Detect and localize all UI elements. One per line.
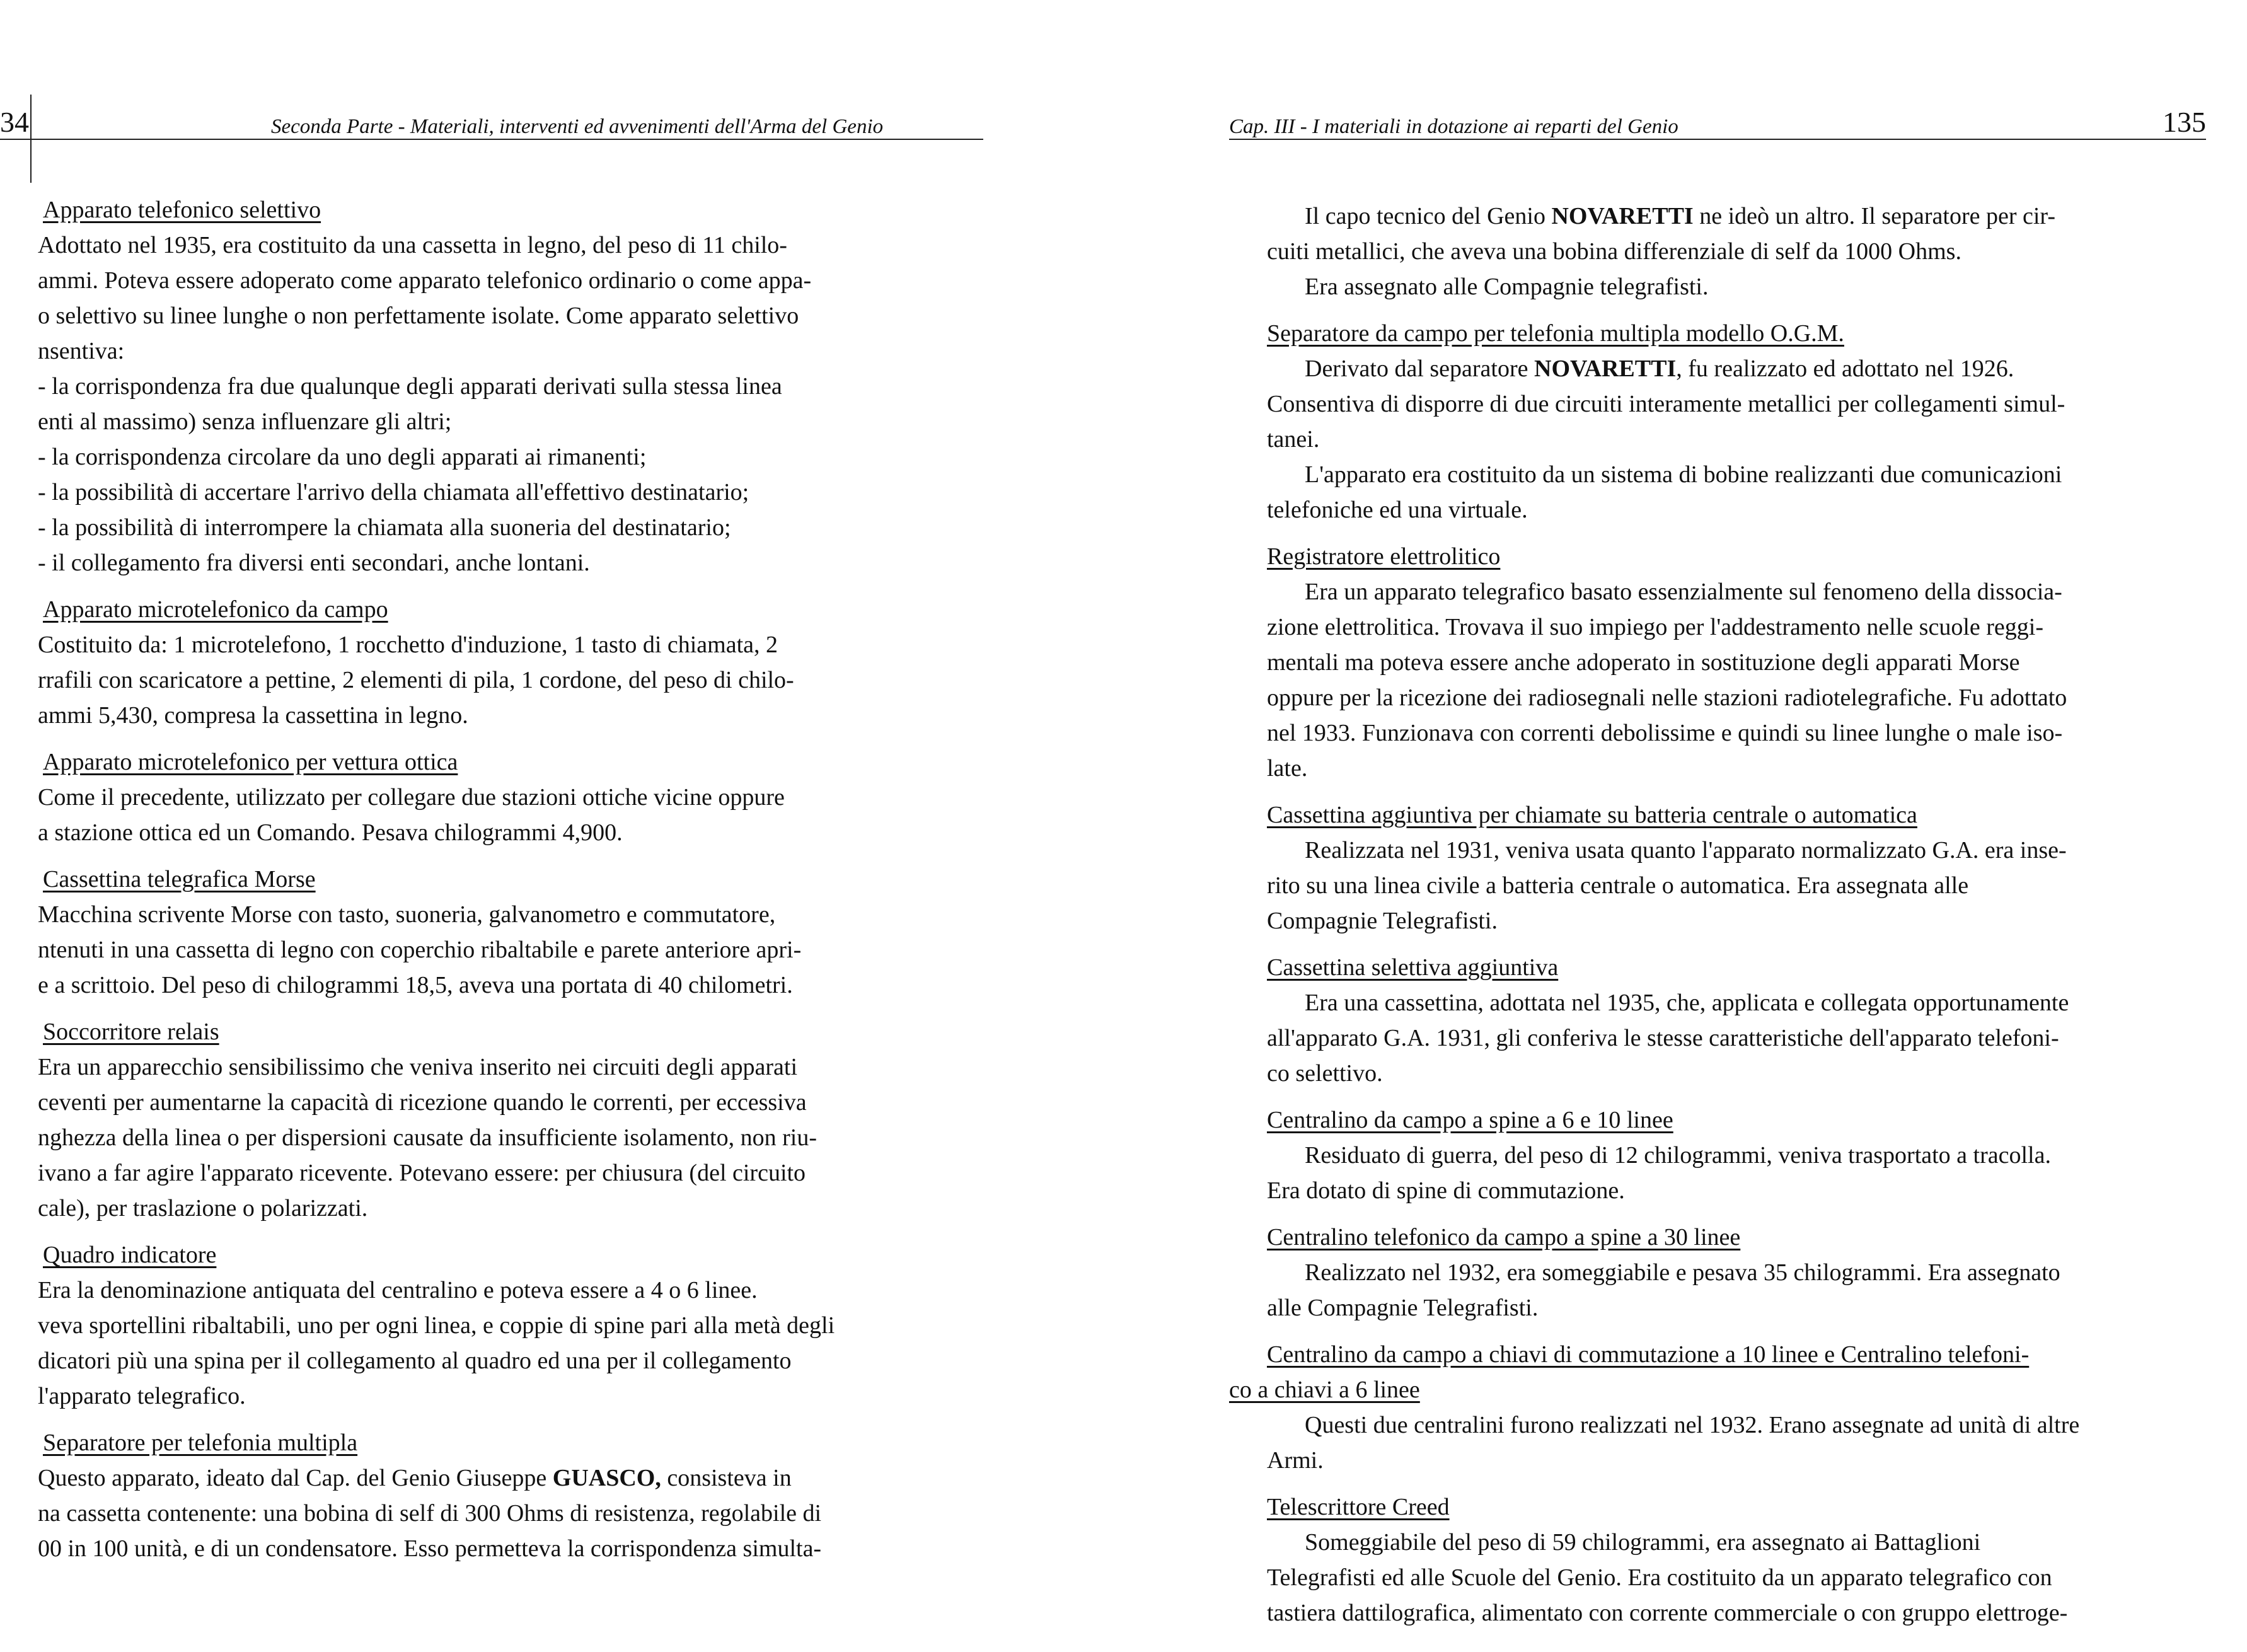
text-line: oppure per la ricezione dei radiosegnali nelle stazioni radiotelegrafiche. Fu adottato bbox=[1267, 684, 2067, 711]
text-line: - il collegamento fra diversi enti secondari, anche lontani. bbox=[38, 550, 590, 576]
text-line: - la possibilità di accertare l'arrivo della chiamata all'effettivo destinatario; bbox=[38, 479, 749, 505]
left-page-number: 34 bbox=[0, 106, 29, 138]
right-page bbox=[1216, 0, 2247, 1652]
section-text bbox=[1229, 1255, 2206, 1326]
text-line: 00 in 100 unità, e di un condensatore. Esso permetteva la corrispondenza simulta- bbox=[38, 1535, 822, 1562]
left-page-body bbox=[38, 192, 983, 1578]
text-line: Someggiabile del peso di 59 chilogrammi, era assegnato ai Battaglioni bbox=[1305, 1529, 1981, 1556]
section-text bbox=[1229, 1138, 2206, 1208]
text-line: ntenuti in una cassetta di legno con coperchio ribaltabile e parete anteriore apri- bbox=[38, 937, 802, 963]
text-line: o selettivo su linee lunghe o non perfettamente isolate. Come apparato selettivo bbox=[38, 303, 799, 329]
text-line: telefoniche ed una virtuale. bbox=[1267, 497, 1528, 523]
text-line: Questi due centralini furono realizzati nel 1932. Erano assegnate ad unità di altre bbox=[1305, 1412, 2080, 1438]
text-line: rrafili con scaricatore a pettine, 2 elementi di pila, 1 cordone, del peso di chilo- bbox=[38, 667, 794, 693]
section-heading: Cassettina selettiva aggiuntiva bbox=[1267, 954, 1559, 981]
section-heading: Soccorritore relais bbox=[43, 1019, 219, 1045]
section bbox=[38, 744, 983, 850]
right-header-title: Cap. III - I materiali in dotazione ai reparti del Genio bbox=[1229, 115, 1678, 138]
text-line: veva sportellini ribaltabili, uno per ogni linea, e coppie di spine pari alla metà degli bbox=[38, 1312, 835, 1339]
text-line: ivano a far agire l'apparato ricevente. Potevano essere: per chiusura (del circuito bbox=[38, 1160, 806, 1186]
section-heading: Telescrittore Creed bbox=[1267, 1494, 1450, 1520]
section bbox=[1229, 539, 2206, 786]
text-line: Adottato nel 1935, era costituito da una cassetta in legno, del peso di 11 chilo- bbox=[38, 232, 787, 258]
text-line: mentali ma poteva essere anche adoperato in sostituzione degli apparati Morse bbox=[1267, 649, 2020, 676]
text-line: tastiera dattilografica, alimentato con corrente commerciale o con gruppo elettroge- bbox=[1267, 1600, 2068, 1626]
section-text bbox=[1229, 351, 2206, 528]
text-line: ammi 5,430, compresa la cassettina in legno. bbox=[38, 702, 468, 729]
text-line: co selettivo. bbox=[1267, 1060, 1383, 1087]
section-text bbox=[38, 780, 983, 850]
text-line: Telegrafisti ed alle Scuole del Genio. Era costituito da un apparato telegrafico con bbox=[1267, 1564, 2052, 1591]
right-running-header bbox=[1229, 95, 2206, 140]
section-text bbox=[38, 1049, 983, 1226]
section bbox=[1229, 1102, 2206, 1208]
section-text bbox=[38, 897, 983, 1003]
text-line: nsentiva: bbox=[38, 338, 125, 364]
section-heading: Centralino da campo a spine a 6 e 10 linee bbox=[1267, 1107, 1673, 1133]
text-line: Questo apparato, ideato dal Cap. del Genio Giuseppe GUASCO, consisteva in bbox=[38, 1465, 792, 1491]
section bbox=[38, 192, 983, 581]
text-line: Era la denominazione antiquata del centralino e poteva essere a 4 o 6 linee. bbox=[38, 1277, 758, 1303]
section-heading: Separatore da campo per telefonia multipla modello O.G.M. bbox=[1267, 320, 1844, 347]
section bbox=[38, 862, 983, 1003]
text-line: Era una cassettina, adottata nel 1935, che, applicata e collegata opportunamente bbox=[1305, 990, 2069, 1016]
section bbox=[1229, 1337, 2206, 1478]
section-text bbox=[1229, 1407, 2206, 1478]
text-line: enti al massimo) senza influenzare gli altri; bbox=[38, 408, 452, 435]
text-line: Era un apparecchio sensibilissimo che veniva inserito nei circuiti degli apparati bbox=[38, 1054, 798, 1080]
text-line: Realizzata nel 1931, veniva usata quanto l'apparato normalizzato G.A. era inse- bbox=[1305, 837, 2067, 864]
section-heading-continuation: co a chiavi a 6 linee bbox=[1229, 1377, 1420, 1403]
text-line: rito su una linea civile a batteria centrale o automatica. Era assegnata alle bbox=[1267, 872, 1969, 899]
text-line: Era dotato di spine di commutazione. bbox=[1267, 1177, 1625, 1204]
section-heading: Apparato microtelefonico da campo bbox=[43, 596, 388, 623]
section bbox=[1229, 950, 2206, 1091]
text-line: a stazione ottica ed un Comando. Pesava chilogrammi 4,900. bbox=[38, 819, 623, 846]
text-line: Costituito da: 1 microtelefono, 1 rocchetto d'induzione, 1 tasto di chiamata, 2 bbox=[38, 632, 778, 658]
text-line: late. bbox=[1267, 755, 1308, 782]
section bbox=[38, 1425, 983, 1566]
text-line: alle Compagnie Telegrafisti. bbox=[1267, 1295, 1539, 1321]
text-line: Come il precedente, utilizzato per collegare due stazioni ottiche vicine oppure bbox=[38, 784, 785, 811]
section-heading: Cassettina telegrafica Morse bbox=[43, 866, 316, 892]
section-text bbox=[1229, 833, 2206, 939]
text-line: ceventi per aumentarne la capacità di ricezione quando le correnti, per eccessiva bbox=[38, 1089, 807, 1116]
section-heading: Apparato microtelefonico per vettura ottica bbox=[43, 749, 458, 775]
text-line: Compagnie Telegrafisti. bbox=[1267, 908, 1498, 934]
section-heading: Separatore per telefonia multipla bbox=[43, 1430, 358, 1456]
section-text bbox=[38, 1460, 983, 1566]
right-page-body bbox=[1229, 199, 2206, 1642]
text-line: Consentiva di disporre di due circuiti interamente metallici per collegamenti simul- bbox=[1267, 391, 2065, 417]
text-line: all'apparato G.A. 1931, gli conferiva le stesse caratteristiche dell'apparato telefoni- bbox=[1267, 1025, 2059, 1051]
section-heading: Quadro indicatore bbox=[43, 1242, 217, 1268]
right-page-number: 135 bbox=[2163, 106, 2206, 138]
section-heading: Centralino telefonico da campo a spine a 30 linee bbox=[1267, 1224, 1741, 1251]
text-line: - la corrispondenza fra due qualunque degli apparati derivati sulla stessa linea bbox=[38, 373, 782, 400]
text-line: cale), per traslazione o polarizzati. bbox=[38, 1195, 368, 1222]
section bbox=[38, 1237, 983, 1414]
section bbox=[1229, 199, 2206, 304]
section bbox=[1229, 316, 2206, 528]
left-header-title: Seconda Parte - Materiali, interventi ed avvenimenti dell'Arma del Genio bbox=[271, 115, 884, 138]
section-text bbox=[38, 627, 983, 733]
section bbox=[38, 1014, 983, 1226]
section-text bbox=[1229, 574, 2206, 786]
text-line: L'apparato era costituito da un sistema di bobine realizzanti due comunicazioni bbox=[1305, 461, 2062, 488]
text-line: Derivato dal separatore NOVARETTI, fu realizzato ed adottato nel 1926. bbox=[1305, 355, 2014, 382]
text-line: - la corrispondenza circolare da uno degli apparati ai rimanenti; bbox=[38, 444, 647, 470]
section bbox=[38, 592, 983, 733]
text-line: cuiti metallici, che aveva una bobina differenziale di self da 1000 Ohms. bbox=[1267, 238, 1961, 265]
text-line: Realizzato nel 1932, era someggiabile e pesava 35 chilogrammi. Era assegnato bbox=[1305, 1259, 2060, 1286]
text-line: e a scrittoio. Del peso di chilogrammi 18,5, aveva una portata di 40 chilometri. bbox=[38, 972, 793, 998]
section-heading: Centralino da campo a chiavi di commutazione a 10 linee e Centralino telefoni- bbox=[1267, 1341, 2030, 1368]
text-line: Era un apparato telegrafico basato essenzialmente sul fenomeno della dissocia- bbox=[1305, 579, 2062, 605]
text-line: zione elettrolitica. Trovava il suo impiego per l'addestramento nelle scuole reggi- bbox=[1267, 614, 2043, 640]
section bbox=[1229, 1220, 2206, 1326]
section-text bbox=[38, 228, 983, 581]
section-heading: Registratore elettrolitico bbox=[1267, 543, 1501, 570]
section bbox=[1229, 1489, 2206, 1631]
text-line: Era assegnato alle Compagnie telegrafisti. bbox=[1305, 274, 1709, 300]
left-page bbox=[0, 0, 1015, 1652]
text-line: tanei. bbox=[1267, 426, 1320, 453]
text-line: nghezza della linea o per dispersioni causate da insufficiente isolamento, non riu- bbox=[38, 1124, 817, 1151]
section-text bbox=[1229, 199, 2206, 304]
text-line: Macchina scrivente Morse con tasto, suoneria, galvanometro e commutatore, bbox=[38, 901, 776, 928]
section-text bbox=[38, 1273, 983, 1414]
section-text bbox=[1229, 1525, 2206, 1631]
text-line: l'apparato telegrafico. bbox=[38, 1383, 246, 1409]
section-text bbox=[1229, 985, 2206, 1091]
text-line: Armi. bbox=[1267, 1447, 1324, 1474]
section-heading: Apparato telefonico selettivo bbox=[43, 197, 321, 223]
text-line: - la possibilità di interrompere la chiamata alla suoneria del destinatario; bbox=[38, 514, 731, 541]
left-running-header bbox=[0, 95, 983, 140]
text-line: ammi. Poteva essere adoperato come apparato telefonico ordinario o come appa- bbox=[38, 267, 812, 294]
text-line: Residuato di guerra, del peso di 12 chilogrammi, veniva trasportato a tracolla. bbox=[1305, 1142, 2051, 1169]
text-line: na cassetta contenente: una bobina di self di 300 Ohms di resistenza, regolabile di bbox=[38, 1500, 822, 1527]
text-line: nel 1933. Funzionava con correnti debolissime e quindi su linee lunghe o male iso- bbox=[1267, 720, 2063, 746]
text-line: Il capo tecnico del Genio NOVARETTI ne ideò un altro. Il separatore per cir- bbox=[1305, 203, 2055, 229]
text-line: dicatori più una spina per il collegamento al quadro ed una per il collegamento bbox=[38, 1348, 792, 1374]
section-heading: Cassettina aggiuntiva per chiamate su batteria centrale o automatica bbox=[1267, 802, 1917, 828]
section bbox=[1229, 797, 2206, 939]
